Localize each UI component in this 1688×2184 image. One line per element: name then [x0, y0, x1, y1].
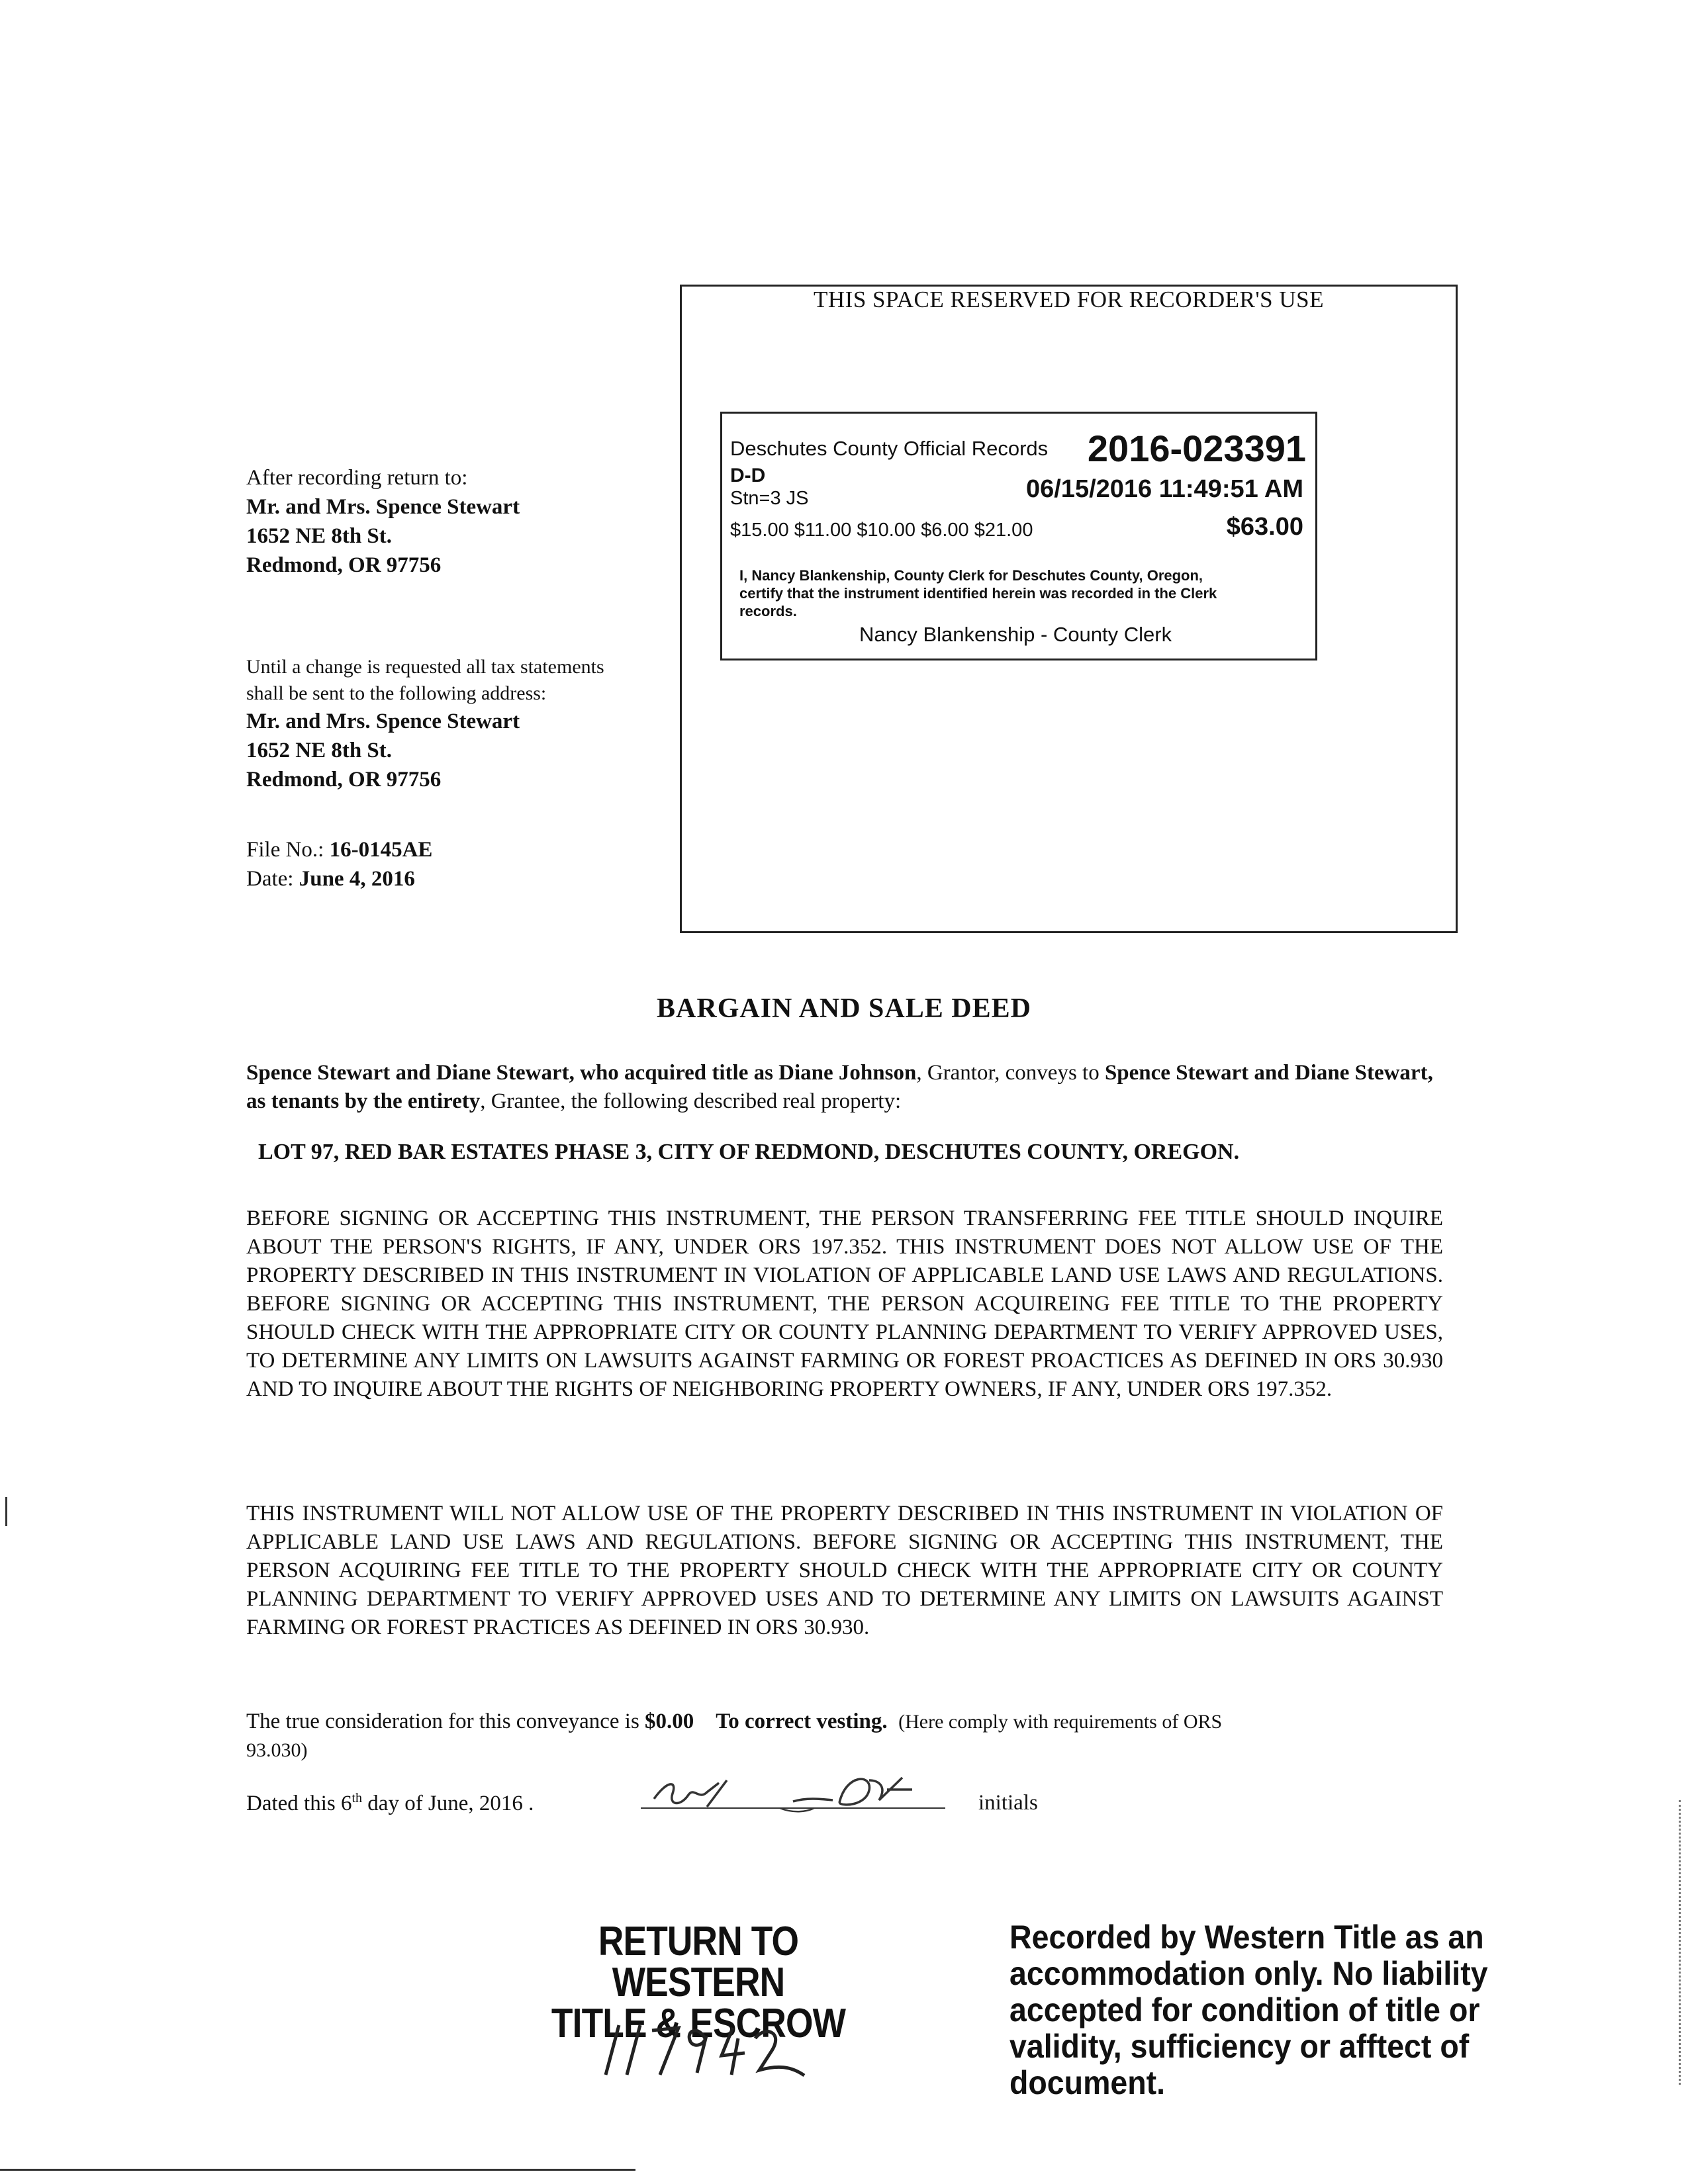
consideration-purpose: To correct vesting. — [716, 1709, 888, 1733]
scan-edge-mark — [1679, 1800, 1683, 2085]
handwritten-initials-signature — [641, 1760, 959, 1820]
recorder-box-title: THIS SPACE RESERVED FOR RECORDER'S USE — [814, 287, 1324, 312]
stamp-station: Stn=3 JS — [730, 488, 809, 509]
statutory-warning-1: BEFORE SIGNING OR ACCEPTING THIS INSTRUMENT, THE PERSON TRANSFERRING FEE TITLE SHOULD INQUIRE ABOUT THE PERSON'S RIGHTS, IF ANY, UNDER ORS 197.352. THIS INSTRUMENT DOES NOT ALLOW USE OF THE PROPERTY DESCRIBED IN THIS INSTRUMENT IN VIOLATION OF APPLICABLE LAND USE LAWS AND REGULATIONS. BEFORE SIGNING OR ACCEPTING THIS INSTRUMENT, THE PERSON ACQUIREING FEE TITLE TO THE PROPERTY SHOULD CHECK WITH THE APPROPRIATE CITY OR COUNTY PLANNING DEPARTMENT TO VERIFY APPROVED USES, TO DETERMINE ANY LIMITS ON LAWSUITS AGAINST FARMING OR FOREST PROACTICES AS DEFINED IN ORS 30.930 AND TO INQUIRE ABOUT THE RIGHTS OF NEIGHBORING PROPERTY OWNERS, IF ANY, UNDER ORS 197.352. — [246, 1206, 1443, 1401]
handwritten-number-drawing — [586, 2012, 811, 2085]
consideration-note: (Here comply with requirements of ORS — [898, 1711, 1223, 1733]
return-to-label: After recording return to: — [246, 466, 468, 490]
file-date: June 4, 2016 — [299, 867, 415, 891]
dated-ordinal: th — [352, 1791, 363, 1805]
dated-lead: Dated this 6 — [246, 1792, 352, 1815]
consideration-lead: The true consideration for this conveyance is — [246, 1709, 645, 1733]
legal-description: LOT 97, RED BAR ESTATES PHASE 3, CITY OF REDMOND, DESCHUTES COUNTY, OREGON. — [258, 1140, 1240, 1164]
initials-signature-area — [641, 1760, 959, 1820]
dated-rest: day of June, 2016 . — [362, 1792, 534, 1815]
file-number: 16-0145AE — [329, 838, 433, 862]
scan-edge-mark — [5, 1497, 7, 1526]
disclaimer-line: accepted for condition of title or — [1009, 1991, 1480, 2028]
return-to-street: 1652 NE 8th St. — [246, 524, 393, 548]
grantee-names: Spence Stewart and Diane Stewart, as tenants by the entirety — [246, 1061, 1433, 1113]
disclaimer-line: document. — [1009, 2064, 1166, 2101]
dated-line — [246, 1791, 534, 1816]
stamp-office: Deschutes County Official Records — [730, 437, 1049, 460]
consideration-note: 93.030) — [246, 1739, 308, 1761]
stamp-total: $63.00 — [1226, 513, 1303, 541]
return-to-name: Mr. and Mrs. Spence Stewart — [246, 495, 520, 519]
initials-label: initials — [978, 1791, 1038, 1815]
stamp-certification-line: records. — [739, 603, 797, 619]
stamp-record-number: 2016-023391 — [1087, 428, 1306, 469]
scan-edge-line — [0, 2169, 635, 2171]
stamp-certification-line: certify that the instrument identified herein was recorded in the Clerk — [739, 585, 1217, 602]
consideration-amount: $0.00 — [645, 1709, 694, 1733]
handwritten-order-number — [586, 2012, 811, 2085]
stamp-datetime: 06/15/2016 11:49:51 AM — [1025, 475, 1303, 503]
file-date-label: Date: — [246, 867, 299, 891]
disclaimer-line: validity, sufficiency or afftect of — [1009, 2028, 1470, 2065]
conveyance-paragraph — [246, 1059, 1443, 1116]
statutory-warning-2: THIS INSTRUMENT WILL NOT ALLOW USE OF THE PROPERTY DESCRIBED IN THIS INSTRUMENT IN VIOLATION OF APPLICABLE LAND USE LAWS AND REGULATIONS. BEFORE SIGNING OR ACCEPTING THIS INSTRUMENT, THE PERSON ACQUIRING FEE TITLE TO THE PROPERTY SHOULD CHECK WITH THE APPROPRIATE CITY OR COUNTY PLANNING DEPARTMENT TO VERIFY APPROVED USES AND TO DETERMINE ANY LIMITS ON LAWSUITS AGAINST FARMING OR FOREST PRACTICES AS DEFINED IN ORS 30.930. — [246, 1502, 1443, 1639]
tax-statement-street: 1652 NE 8th St. — [246, 739, 393, 762]
tax-statement-label: Until a change is requested all tax statements — [246, 656, 604, 678]
return-stamp-line: TITLE & ESCROW — [551, 2001, 846, 2046]
deed-title: BARGAIN AND SALE DEED — [657, 993, 1031, 1024]
recording-stamp — [720, 412, 1317, 660]
conveyance-text: , Grantee, the following described real property: — [480, 1089, 902, 1113]
return-stamp-line: RETURN TO WESTERN — [598, 1919, 799, 2005]
conveyance-text: , Grantor, conveys to — [916, 1061, 1105, 1085]
disclaimer-line: accommodation only. No liability — [1009, 1955, 1488, 1992]
stamp-doc-type: D-D — [730, 465, 766, 486]
tax-statement-block — [246, 654, 604, 794]
grantor-names: Spence Stewart and Diane Stewart, who acquired title as Diane Johnson — [246, 1061, 917, 1085]
stamp-fees: $15.00 $11.00 $10.00 $6.00 $21.00 — [730, 520, 1033, 541]
return-to-block — [246, 463, 520, 580]
western-title-disclaimer — [1009, 1919, 1488, 2101]
file-number-label: File No.: — [246, 838, 330, 862]
consideration-statement — [246, 1707, 1443, 1764]
file-info — [246, 835, 432, 893]
tax-statement-name: Mr. and Mrs. Spence Stewart — [246, 709, 520, 733]
stamp-certification-line: I, Nancy Blankenship, County Clerk for Deschutes County, Oregon, — [739, 567, 1203, 584]
tax-statement-city: Redmond, OR 97756 — [246, 768, 442, 792]
return-to-city: Redmond, OR 97756 — [246, 553, 442, 577]
stamp-clerk: Nancy Blankenship - County Clerk — [859, 623, 1172, 646]
disclaimer-line: Recorded by Western Title as an — [1009, 1919, 1484, 1956]
tax-statement-label: shall be sent to the following address: — [246, 682, 547, 704]
